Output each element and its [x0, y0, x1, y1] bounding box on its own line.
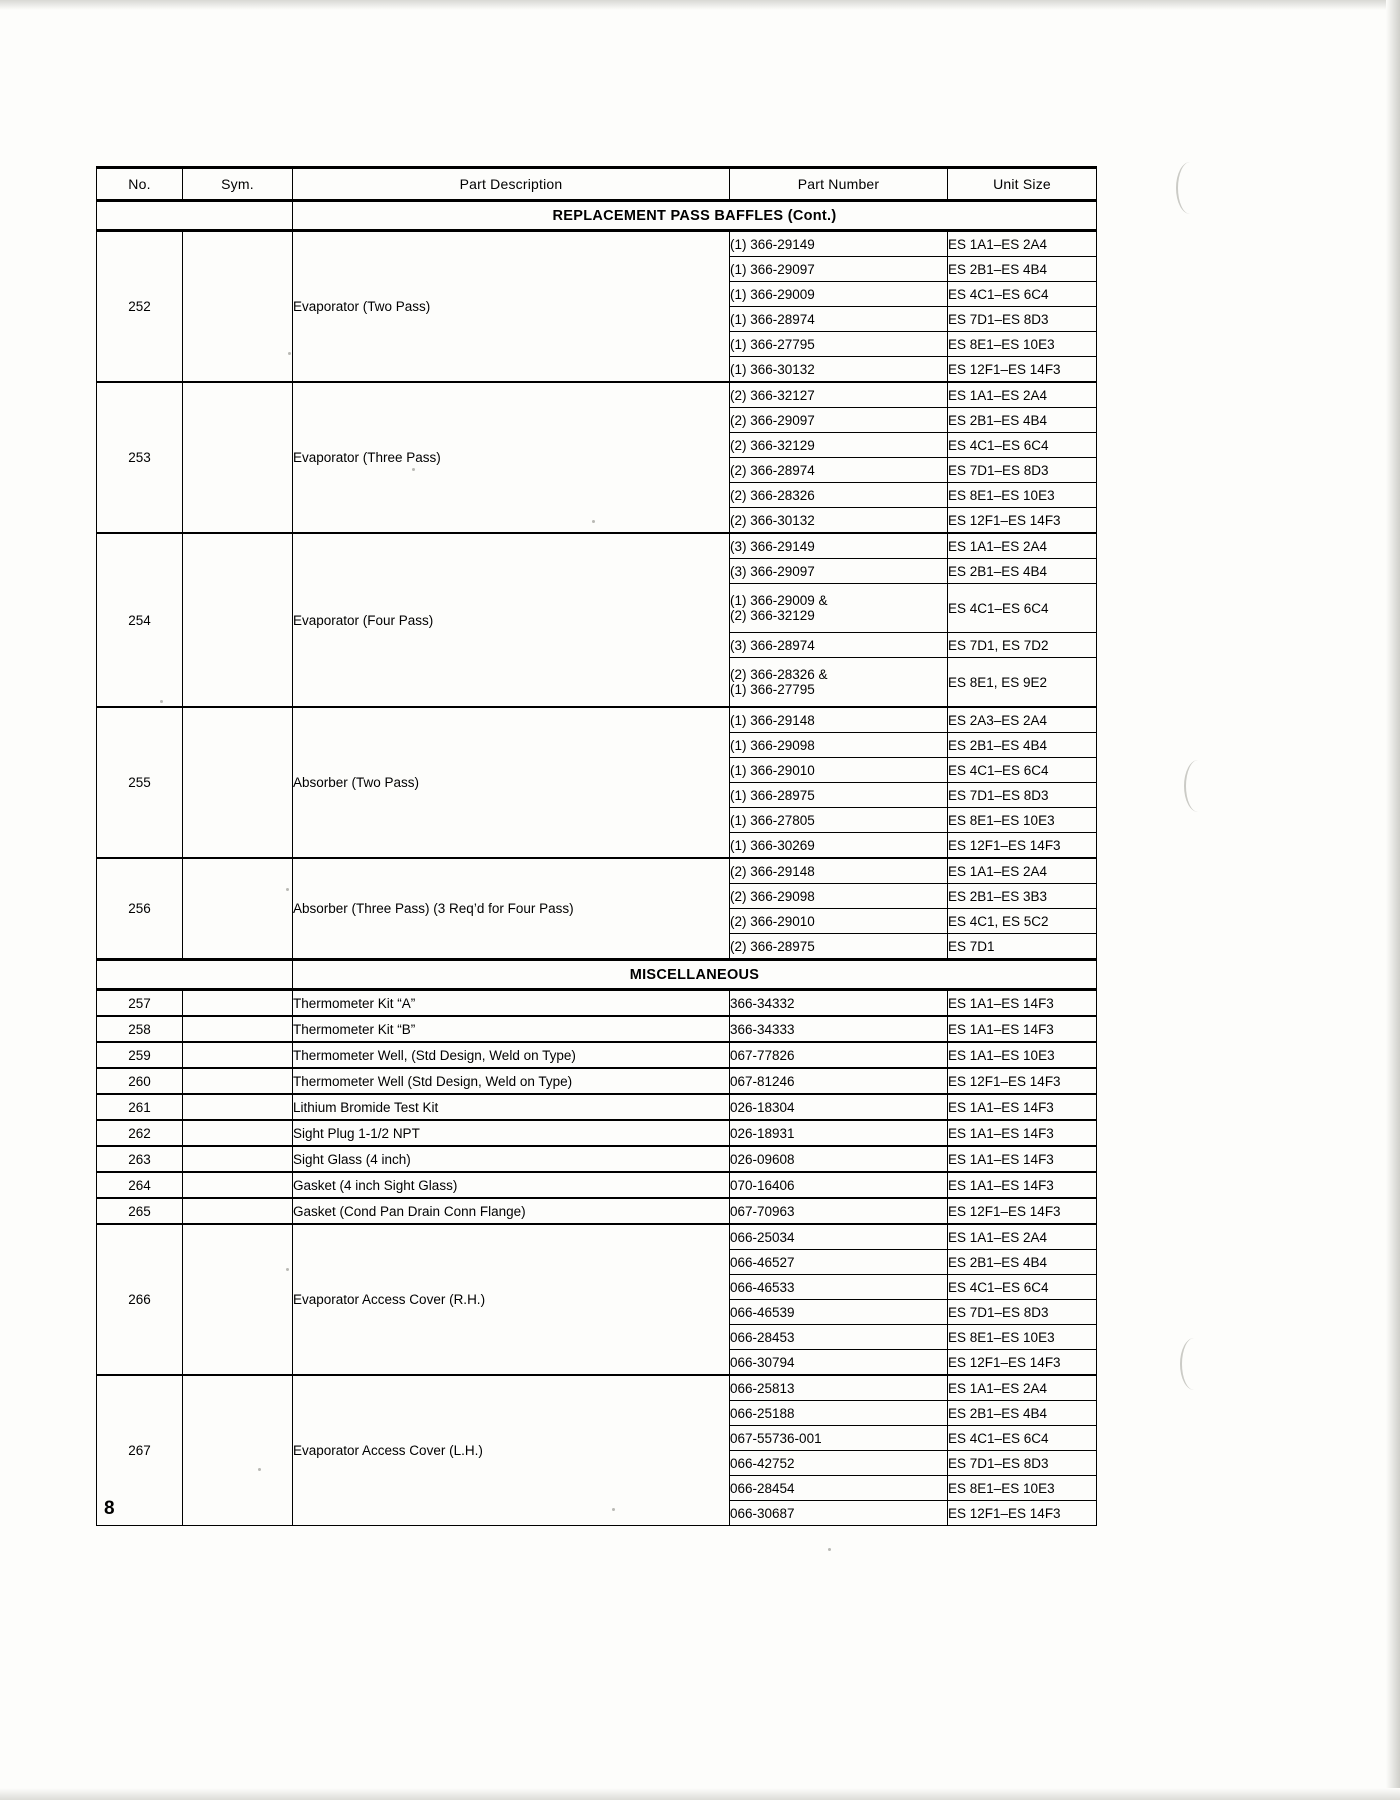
- item-symbol-cell: [183, 1042, 293, 1068]
- item-number-cell: 266: [97, 1224, 183, 1375]
- unit-size-cell: ES 2B1–ES 4B4: [948, 257, 1097, 282]
- table-row: [97, 533, 1097, 559]
- part-number-cell: (1) 366-28974: [730, 307, 948, 332]
- unit-size-cell: ES 7D1–ES 8D3: [948, 307, 1097, 332]
- part-number-cell: 066-46527: [730, 1250, 948, 1275]
- unit-size-cell: ES 7D1–ES 8D3: [948, 783, 1097, 808]
- scan-edge-right: [1386, 0, 1400, 1800]
- item-number-cell: 259: [97, 1042, 183, 1068]
- table-row: [97, 990, 1097, 1017]
- section-header-spacer: [97, 960, 293, 990]
- unit-size-cell: ES 2B1–ES 4B4: [948, 559, 1097, 584]
- part-description-cell: Evaporator Access Cover (R.H.): [293, 1224, 730, 1375]
- section-title: MISCELLANEOUS: [293, 960, 1097, 990]
- part-description-cell: Thermometer Kit “B”: [293, 1016, 730, 1042]
- part-number-cell: (1) 366-30269: [730, 833, 948, 859]
- item-symbol-cell: [183, 1172, 293, 1198]
- unit-size-cell: ES 8E1–ES 10E3: [948, 808, 1097, 833]
- unit-size-cell: ES 1A1–ES 2A4: [948, 382, 1097, 408]
- part-number-cell: (1) 366-27795: [730, 332, 948, 357]
- unit-size-cell: ES 12F1–ES 14F3: [948, 1198, 1097, 1224]
- page-number: 8: [104, 1498, 115, 1519]
- item-symbol-cell: [183, 533, 293, 707]
- column-header-desc: Part Description: [293, 168, 730, 201]
- table-row: [97, 382, 1097, 408]
- part-number-cell: (2) 366-30132: [730, 508, 948, 534]
- part-description-cell: Evaporator Access Cover (L.H.): [293, 1375, 730, 1526]
- part-number-cell: [730, 658, 948, 708]
- column-header-unit: Unit Size: [948, 168, 1097, 201]
- item-symbol-cell: [183, 1016, 293, 1042]
- item-symbol-cell: [183, 1094, 293, 1120]
- part-number-cell: (2) 366-29097: [730, 408, 948, 433]
- part-description-cell: Sight Glass (4 inch): [293, 1146, 730, 1172]
- unit-size-cell: ES 1A1–ES 14F3: [948, 1094, 1097, 1120]
- unit-size-cell: ES 1A1–ES 2A4: [948, 1375, 1097, 1401]
- unit-size-cell: ES 4C1, ES 5C2: [948, 909, 1097, 934]
- part-number-cell: 026-18931: [730, 1120, 948, 1146]
- part-number-cell: (2) 366-29010: [730, 909, 948, 934]
- part-number-cell: (2) 366-29098: [730, 884, 948, 909]
- item-symbol-cell: [183, 231, 293, 383]
- unit-size-cell: ES 1A1–ES 10E3: [948, 1042, 1097, 1068]
- part-number-cell: (1) 366-29097: [730, 257, 948, 282]
- unit-size-cell: ES 1A1–ES 2A4: [948, 231, 1097, 257]
- item-symbol-cell: [183, 707, 293, 858]
- unit-size-cell: ES 4C1–ES 6C4: [948, 282, 1097, 307]
- unit-size-cell: ES 4C1–ES 6C4: [948, 1275, 1097, 1300]
- part-number-cell: (1) 366-29149: [730, 231, 948, 257]
- unit-size-cell: ES 4C1–ES 6C4: [948, 433, 1097, 458]
- table-header-row: [97, 168, 1097, 201]
- unit-size-cell: ES 1A1–ES 14F3: [948, 1172, 1097, 1198]
- parts-list-table-body: [97, 168, 1097, 1526]
- part-number-cell: 066-25034: [730, 1224, 948, 1250]
- unit-size-cell: ES 7D1–ES 8D3: [948, 1300, 1097, 1325]
- unit-size-cell: ES 12F1–ES 14F3: [948, 1501, 1097, 1526]
- part-description-cell: Evaporator (Four Pass): [293, 533, 730, 707]
- part-number-cell: 066-28454: [730, 1476, 948, 1501]
- part-number-cell: (2) 366-28326: [730, 483, 948, 508]
- part-number-cell: (2) 366-28974: [730, 458, 948, 483]
- part-description-cell: Gasket (Cond Pan Drain Conn Flange): [293, 1198, 730, 1224]
- part-description-cell: Absorber (Two Pass): [293, 707, 730, 858]
- part-number-cell: 066-28453: [730, 1325, 948, 1350]
- part-number-line: (2) 366-28326 &: [730, 667, 828, 682]
- part-number-cell: 067-77826: [730, 1042, 948, 1068]
- part-number-cell: 066-30687: [730, 1501, 948, 1526]
- item-number-cell: 267: [97, 1375, 183, 1526]
- table-row: [97, 1120, 1097, 1146]
- item-symbol-cell: [183, 1146, 293, 1172]
- table-row: [97, 858, 1097, 884]
- part-number-cell: 026-09608: [730, 1146, 948, 1172]
- part-description-cell: Thermometer Kit “A”: [293, 990, 730, 1017]
- table-row: [97, 1375, 1097, 1401]
- item-symbol-cell: [183, 1224, 293, 1375]
- unit-size-cell: ES 8E1–ES 10E3: [948, 1476, 1097, 1501]
- part-description-cell: Evaporator (Three Pass): [293, 382, 730, 533]
- unit-size-cell: ES 4C1–ES 6C4: [948, 758, 1097, 783]
- unit-size-cell: ES 2B1–ES 4B4: [948, 408, 1097, 433]
- table-row: [97, 231, 1097, 257]
- section-header-row: [97, 201, 1097, 231]
- item-symbol-cell: [183, 382, 293, 533]
- unit-size-cell: ES 12F1–ES 14F3: [948, 508, 1097, 534]
- column-header-pn: Part Number: [730, 168, 948, 201]
- item-number-cell: 255: [97, 707, 183, 858]
- unit-size-cell: ES 4C1–ES 6C4: [948, 584, 1097, 633]
- part-number-cell: (3) 366-29097: [730, 559, 948, 584]
- item-number-cell: 260: [97, 1068, 183, 1094]
- unit-size-cell: ES 8E1–ES 10E3: [948, 483, 1097, 508]
- part-number-cell: 067-81246: [730, 1068, 948, 1094]
- part-number-cell: (2) 366-29148: [730, 858, 948, 884]
- part-description-cell: Lithium Bromide Test Kit: [293, 1094, 730, 1120]
- part-number-cell: 366-34332: [730, 990, 948, 1017]
- section-title: REPLACEMENT PASS BAFFLES (Cont.): [293, 201, 1097, 231]
- scan-edge-bottom: [0, 1788, 1400, 1800]
- unit-size-cell: ES 7D1, ES 7D2: [948, 633, 1097, 658]
- item-number-cell: 263: [97, 1146, 183, 1172]
- table-row: [97, 1068, 1097, 1094]
- punch-hole-mark: [1176, 162, 1204, 214]
- unit-size-cell: ES 1A1–ES 14F3: [948, 1146, 1097, 1172]
- parts-list-table-container: [96, 166, 1096, 1526]
- part-description-cell: Gasket (4 inch Sight Glass): [293, 1172, 730, 1198]
- unit-size-cell: ES 1A1–ES 2A4: [948, 1224, 1097, 1250]
- section-header-row: [97, 960, 1097, 990]
- part-number-cell: (1) 366-29010: [730, 758, 948, 783]
- item-number-cell: 257: [97, 990, 183, 1017]
- unit-size-cell: ES 12F1–ES 14F3: [948, 357, 1097, 383]
- table-row: [97, 1172, 1097, 1198]
- unit-size-cell: ES 1A1–ES 14F3: [948, 1016, 1097, 1042]
- part-number-cell: 066-30794: [730, 1350, 948, 1376]
- column-header-no: No.: [97, 168, 183, 201]
- unit-size-cell: ES 12F1–ES 14F3: [948, 833, 1097, 859]
- item-number-cell: 256: [97, 858, 183, 960]
- part-number-cell: 070-16406: [730, 1172, 948, 1198]
- part-number-line: (2) 366-32129: [730, 608, 815, 623]
- table-row: [97, 1198, 1097, 1224]
- item-symbol-cell: [183, 1068, 293, 1094]
- column-header-sym: Sym.: [183, 168, 293, 201]
- parts-list-table: [96, 166, 1097, 1526]
- part-number-cell: (3) 366-29149: [730, 533, 948, 559]
- unit-size-cell: ES 1A1–ES 2A4: [948, 533, 1097, 559]
- table-row: [97, 1016, 1097, 1042]
- table-row: [97, 1146, 1097, 1172]
- part-number-cell: (1) 366-29148: [730, 707, 948, 733]
- scan-edge-top: [0, 0, 1400, 10]
- part-number-cell: (2) 366-28975: [730, 934, 948, 960]
- part-number-cell: (1) 366-28975: [730, 783, 948, 808]
- item-number-cell: 252: [97, 231, 183, 383]
- unit-size-cell: ES 7D1: [948, 934, 1097, 960]
- unit-size-cell: ES 8E1–ES 10E3: [948, 1325, 1097, 1350]
- part-description-cell: Evaporator (Two Pass): [293, 231, 730, 383]
- item-number-cell: 264: [97, 1172, 183, 1198]
- table-row: [97, 707, 1097, 733]
- part-number-cell: 066-42752: [730, 1451, 948, 1476]
- part-number-cell: 067-70963: [730, 1198, 948, 1224]
- part-number-cell: (1) 366-29098: [730, 733, 948, 758]
- part-number-cell: 066-46533: [730, 1275, 948, 1300]
- unit-size-cell: ES 4C1–ES 6C4: [948, 1426, 1097, 1451]
- item-number-cell: 258: [97, 1016, 183, 1042]
- item-symbol-cell: [183, 990, 293, 1017]
- part-description-cell: Sight Plug 1-1/2 NPT: [293, 1120, 730, 1146]
- unit-size-cell: ES 12F1–ES 14F3: [948, 1068, 1097, 1094]
- part-number-cell: 067-55736-001: [730, 1426, 948, 1451]
- item-symbol-cell: [183, 1375, 293, 1526]
- unit-size-cell: ES 1A1–ES 14F3: [948, 990, 1097, 1017]
- part-number-cell: (2) 366-32127: [730, 382, 948, 408]
- part-number-cell: 026-18304: [730, 1094, 948, 1120]
- punch-hole-mark: [1184, 760, 1212, 812]
- item-number-cell: 253: [97, 382, 183, 533]
- part-description-cell: Absorber (Three Pass) (3 Req’d for Four Pass): [293, 858, 730, 960]
- unit-size-cell: ES 12F1–ES 14F3: [948, 1350, 1097, 1376]
- item-symbol-cell: [183, 1198, 293, 1224]
- section-header-spacer: [97, 201, 293, 231]
- part-description-cell: Thermometer Well (Std Design, Weld on Type): [293, 1068, 730, 1094]
- table-row: [97, 1094, 1097, 1120]
- unit-size-cell: ES 2A3–ES 2A4: [948, 707, 1097, 733]
- part-number-line: (1) 366-29009 &: [730, 593, 828, 608]
- part-description-cell: Thermometer Well, (Std Design, Weld on Type): [293, 1042, 730, 1068]
- table-row: [97, 1042, 1097, 1068]
- item-number-cell: 261: [97, 1094, 183, 1120]
- part-number-cell: (1) 366-27805: [730, 808, 948, 833]
- part-number-cell: 066-46539: [730, 1300, 948, 1325]
- punch-hole-mark: [1180, 1338, 1208, 1390]
- unit-size-cell: ES 1A1–ES 14F3: [948, 1120, 1097, 1146]
- item-number-cell: 262: [97, 1120, 183, 1146]
- part-number-line: (1) 366-27795: [730, 682, 815, 697]
- unit-size-cell: ES 7D1–ES 8D3: [948, 1451, 1097, 1476]
- scan-speck: [828, 1548, 831, 1551]
- part-number-cell: (1) 366-29009: [730, 282, 948, 307]
- table-row: [97, 1224, 1097, 1250]
- unit-size-cell: ES 8E1–ES 10E3: [948, 332, 1097, 357]
- unit-size-cell: ES 7D1–ES 8D3: [948, 458, 1097, 483]
- item-symbol-cell: [183, 858, 293, 960]
- unit-size-cell: ES 8E1, ES 9E2: [948, 658, 1097, 708]
- part-number-cell: (3) 366-28974: [730, 633, 948, 658]
- part-number-cell: (2) 366-32129: [730, 433, 948, 458]
- part-number-cell: 366-34333: [730, 1016, 948, 1042]
- item-number-cell: 265: [97, 1198, 183, 1224]
- item-symbol-cell: [183, 1120, 293, 1146]
- part-number-cell: [730, 584, 948, 633]
- part-number-cell: (1) 366-30132: [730, 357, 948, 383]
- unit-size-cell: ES 2B1–ES 4B4: [948, 1401, 1097, 1426]
- part-number-cell: 066-25188: [730, 1401, 948, 1426]
- item-number-cell: 254: [97, 533, 183, 707]
- unit-size-cell: ES 2B1–ES 3B3: [948, 884, 1097, 909]
- unit-size-cell: ES 2B1–ES 4B4: [948, 1250, 1097, 1275]
- part-number-cell: 066-25813: [730, 1375, 948, 1401]
- unit-size-cell: ES 1A1–ES 2A4: [948, 858, 1097, 884]
- unit-size-cell: ES 2B1–ES 4B4: [948, 733, 1097, 758]
